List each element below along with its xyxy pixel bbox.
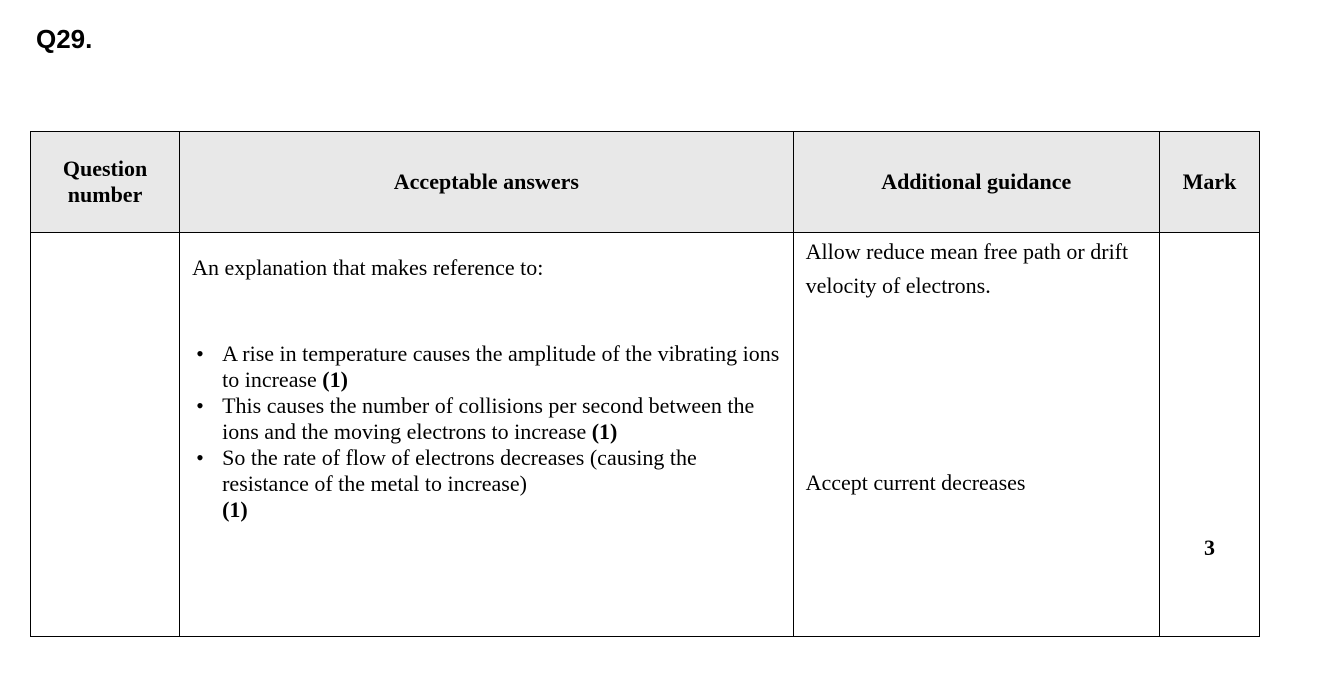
question-label: Q29. xyxy=(36,24,93,54)
bullet-icon: • xyxy=(196,341,204,366)
guidance-note: Allow reduce mean free path or drift velocity of electrons. xyxy=(805,239,1129,298)
bullet-mark: (1) xyxy=(222,497,248,522)
list-item xyxy=(192,393,782,445)
additional-guidance-cell xyxy=(793,233,1159,637)
header-question-number: Question number xyxy=(31,132,180,233)
answer-intro: An explanation that makes reference to: xyxy=(192,255,544,280)
question-number-cell xyxy=(31,233,180,637)
mark-cell xyxy=(1159,233,1259,637)
list-item xyxy=(192,445,782,523)
bullet-icon: • xyxy=(196,393,204,418)
table-row xyxy=(31,233,1260,637)
bullet-mark: (1) xyxy=(322,367,348,392)
bullet-mark: (1) xyxy=(591,419,618,444)
table-header-row xyxy=(31,132,1260,233)
bullet-text: This causes the number of collisions per second between the ions and the moving electrons to increase xyxy=(222,393,755,444)
mark-scheme-table xyxy=(30,131,1260,637)
bullet-icon: • xyxy=(196,445,204,470)
header-mark: Mark xyxy=(1159,132,1259,233)
answer-bullet-list xyxy=(192,341,782,523)
header-acceptable-answers: Acceptable answers xyxy=(180,132,793,233)
bullet-text: So the rate of flow of electrons decreases (causing the resistance of the metal to increase) xyxy=(222,445,697,496)
acceptable-answers-cell xyxy=(180,233,793,637)
guidance-note: Accept current decreases xyxy=(805,470,1026,495)
bullet-text: A rise in temperature causes the amplitude of the vibrating ions to increase xyxy=(222,341,780,392)
header-additional-guidance: Additional guidance xyxy=(793,132,1159,233)
total-mark: 3 xyxy=(1203,535,1215,560)
list-item xyxy=(192,341,782,393)
